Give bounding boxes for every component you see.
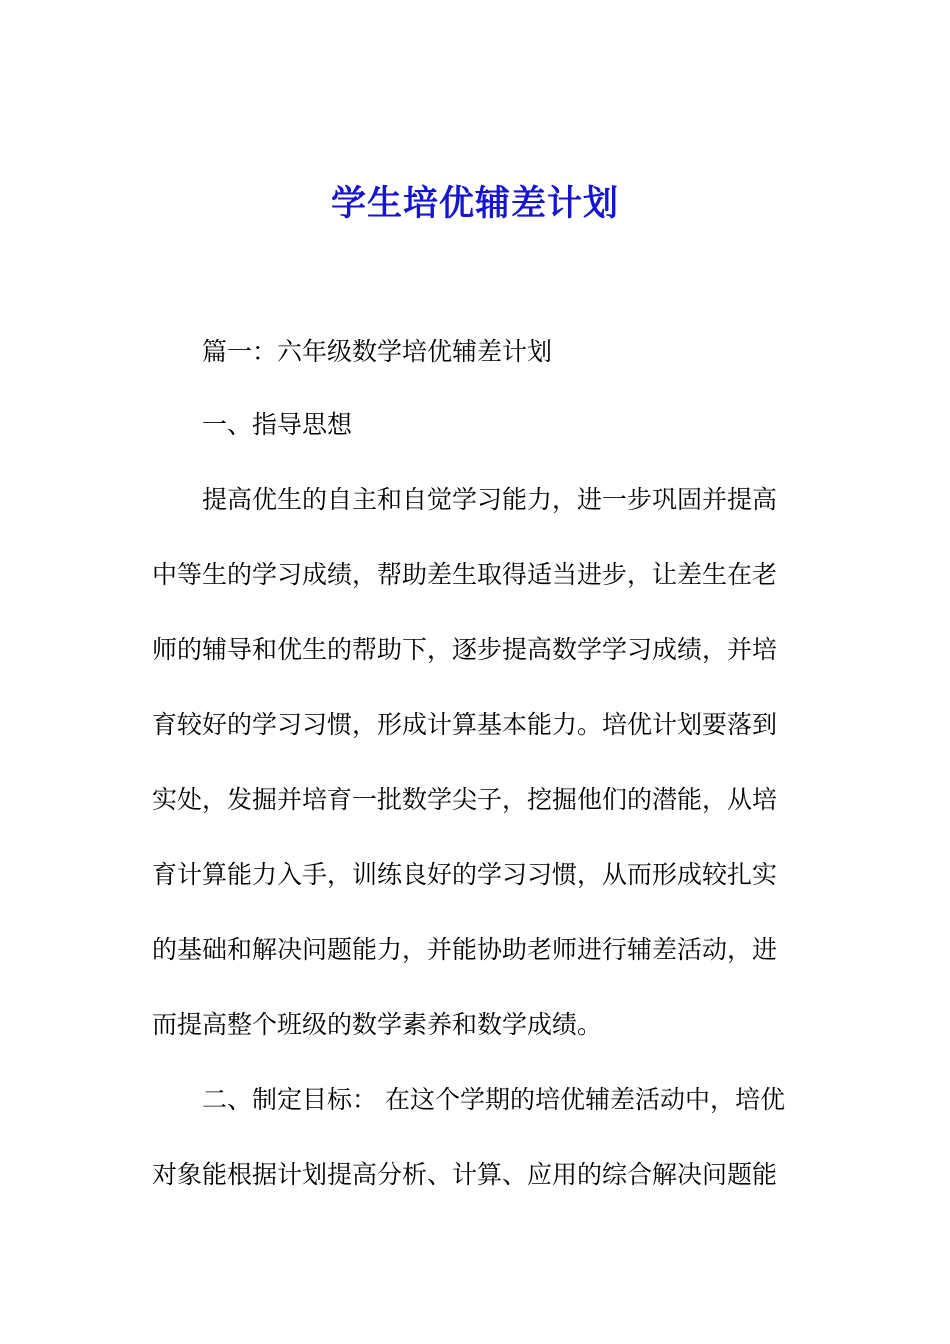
- paragraph-line: 中等生的学习成绩，帮助差生取得适当进步，让差生在老: [152, 560, 778, 589]
- document-title: 学生培优辅差计划: [330, 183, 619, 224]
- paragraph-line: 的基础和解决问题能力，并能协助老师进行辅差活动，进: [152, 935, 778, 964]
- paragraph-line: 提高优生的自主和自觉学习能力，进一步巩固并提高: [202, 485, 778, 514]
- paragraph-line: 对象能根据计划提高分析、计算、应用的综合解决问题能: [152, 1160, 778, 1189]
- paragraph-line: 实处，发掘并培育一批数学尖子，挖掘他们的潜能，从培: [152, 785, 778, 814]
- section-heading-part-one: 篇一：六年级数学培优辅差计划: [202, 337, 553, 366]
- paragraph-line: 师的辅导和优生的帮助下，逐步提高数学学习成绩，并培: [152, 635, 778, 664]
- section-heading-goals: 二、制定目标： 在这个学期的培优辅差活动中，培优: [202, 1085, 785, 1114]
- paragraph-line: 育较好的学习习惯，形成计算基本能力。培优计划要落到: [152, 710, 778, 739]
- paragraph-line: 而提高整个班级的数学素养和数学成绩。: [152, 1010, 603, 1039]
- section-heading-guiding-thought: 一、指导思想: [202, 410, 353, 439]
- paragraph-line: 育计算能力入手，训练良好的学习习惯，从而形成较扎实: [152, 860, 778, 889]
